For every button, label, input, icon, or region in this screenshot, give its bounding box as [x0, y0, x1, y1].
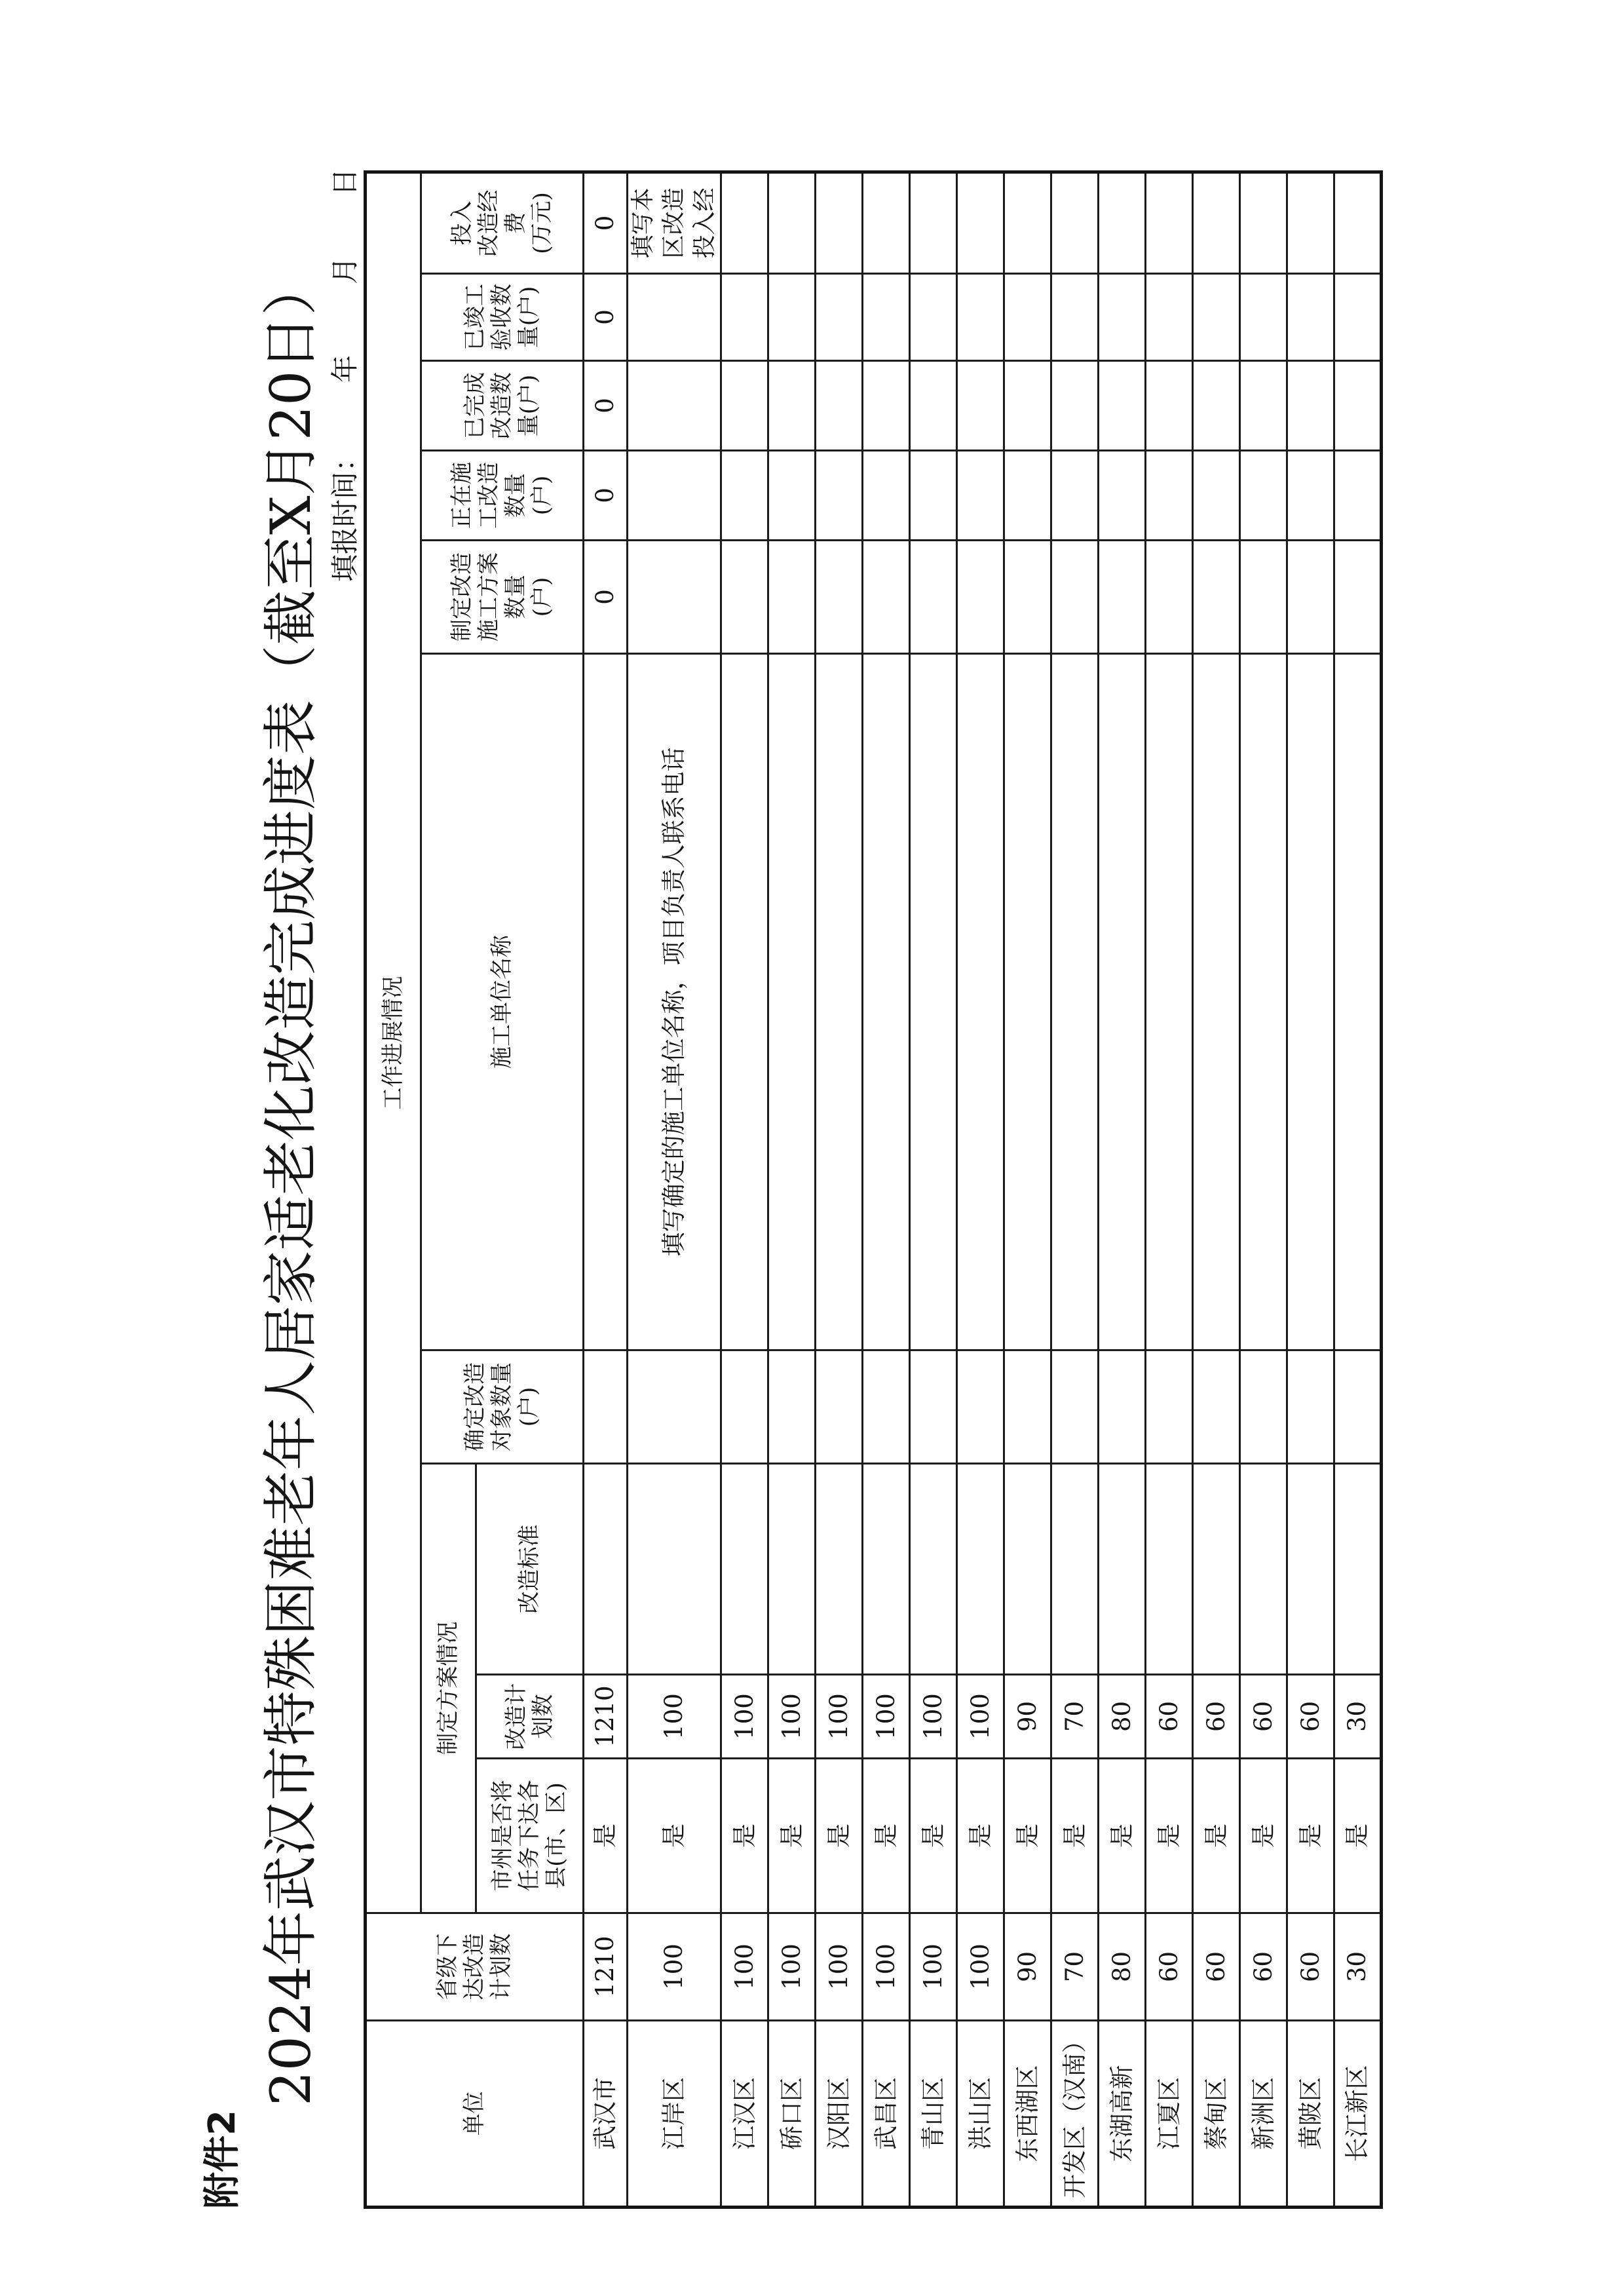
cell-dispatched: 是	[1099, 1759, 1146, 1913]
cell-in-progress	[628, 451, 721, 541]
cell-in-progress	[1099, 451, 1146, 541]
table-row	[584, 172, 628, 2207]
attachment-label: 附件2	[201, 2110, 244, 2209]
cell-funding	[628, 172, 721, 273]
cell-in-progress	[816, 451, 863, 541]
header-line: 已竣工	[462, 284, 489, 351]
cell-funding	[768, 172, 816, 273]
cell-provincial-plan: 30	[1334, 1913, 1382, 2021]
header-line: 达改造	[461, 1933, 488, 2000]
header-line: 确定改造	[462, 1362, 489, 1451]
cell-unit: 长江新区	[1334, 2021, 1382, 2208]
header-row	[421, 172, 476, 2207]
header-line: 验收数	[489, 284, 516, 351]
cell-scheme-count	[768, 541, 816, 654]
header-work-progress: 工作进展情况	[366, 172, 421, 1913]
cell-plan-count: 60	[1287, 1675, 1334, 1759]
cell-completed	[957, 361, 1004, 451]
cell-scheme-count	[721, 541, 768, 654]
cell-dispatched: 是	[1146, 1759, 1193, 1913]
cell-scheme-count	[1146, 541, 1193, 654]
table-row	[910, 172, 957, 2207]
cell-funding	[1193, 172, 1240, 273]
cell-dispatched: 是	[816, 1759, 863, 1913]
cell-contractor	[584, 654, 628, 1350]
header-provincial-plan	[366, 1913, 584, 2021]
header-contractor: 施工单位名称	[421, 654, 584, 1350]
cell-in-progress	[1193, 451, 1240, 541]
cell-accepted	[1287, 274, 1334, 361]
header-line: 改造数	[489, 372, 516, 439]
cell-contractor	[1334, 654, 1382, 1350]
cell-plan-count: 70	[1051, 1675, 1099, 1759]
header-line: (户)	[529, 475, 556, 516]
cell-funding	[1004, 172, 1051, 273]
header-line: 制定改造	[448, 552, 475, 641]
cell-in-progress	[1287, 451, 1334, 541]
header-plan-status: 制定方案情况	[421, 1464, 476, 1913]
header-line: (户)	[515, 1387, 542, 1427]
cell-scheme-count	[863, 541, 910, 654]
cell-completed	[910, 361, 957, 451]
cell-plan-count: 100	[910, 1675, 957, 1759]
cell-funding	[957, 172, 1004, 273]
cell-dispatched: 是	[1334, 1759, 1382, 1913]
cell-in-progress	[863, 451, 910, 541]
cell-completed	[721, 361, 768, 451]
cell-unit: 青山区	[910, 2021, 957, 2208]
header-line: 改造经	[475, 189, 502, 257]
header-unit: 单位	[366, 2021, 584, 2208]
cell-provincial-plan: 100	[816, 1913, 863, 2021]
cell-accepted	[816, 274, 863, 361]
cell-completed	[1193, 361, 1240, 451]
cell-completed: 0	[584, 361, 628, 451]
cell-target-count	[816, 1350, 863, 1464]
header-accepted	[421, 274, 584, 361]
cell-unit: 蔡甸区	[1193, 2021, 1240, 2208]
cell-scheme-count	[816, 541, 863, 654]
header-line: 已完成	[462, 372, 489, 439]
cell-provincial-plan: 60	[1287, 1913, 1334, 2021]
cell-scheme-count: 0	[584, 541, 628, 654]
cell-standard	[1334, 1464, 1382, 1675]
header-line: 省级下	[434, 1933, 461, 2000]
cell-plan-count: 1210	[584, 1675, 628, 1759]
cell-unit: 洪山区	[957, 2021, 1004, 2208]
cell-accepted	[957, 274, 1004, 361]
table-row	[1004, 172, 1051, 2207]
cell-completed	[1099, 361, 1146, 451]
cell-scheme-count	[1240, 541, 1287, 654]
header-line: 施工方案	[475, 552, 502, 641]
cell-completed	[1146, 361, 1193, 451]
cell-provincial-plan: 60	[1240, 1913, 1287, 2021]
cell-completed	[1334, 361, 1382, 451]
header-scheme-count	[421, 541, 584, 654]
cell-target-count	[1099, 1350, 1146, 1464]
table-row	[1193, 172, 1240, 2207]
cell-funding	[863, 172, 910, 273]
table-row	[1240, 172, 1287, 2207]
header-line: 费	[502, 212, 529, 235]
header-target-count	[421, 1350, 584, 1464]
cell-unit: 东湖高新	[1099, 2021, 1146, 2208]
header-in-progress	[421, 451, 584, 541]
cell-scheme-count	[628, 541, 721, 654]
cell-contractor	[768, 654, 816, 1350]
header-line: 投入	[448, 201, 475, 246]
cell-funding	[1334, 172, 1382, 273]
progress-table	[364, 170, 1383, 2209]
cell-accepted	[1240, 274, 1287, 361]
cell-accepted	[721, 274, 768, 361]
header-line: 市州是否将	[489, 1780, 516, 1892]
cell-plan-count: 60	[1240, 1675, 1287, 1759]
cell-unit: 汉阳区	[816, 2021, 863, 2208]
cell-standard	[584, 1464, 628, 1675]
cell-scheme-count	[1099, 541, 1146, 654]
cell-provincial-plan: 100	[957, 1913, 1004, 2021]
cell-unit: 江夏区	[1146, 2021, 1193, 2208]
cell-contractor	[1099, 654, 1146, 1350]
cell-provincial-plan: 100	[863, 1913, 910, 2021]
cell-provincial-plan: 60	[1193, 1913, 1240, 2021]
cell-accepted: 0	[584, 274, 628, 361]
cell-standard	[816, 1464, 863, 1675]
cell-standard	[1193, 1464, 1240, 1675]
cell-funding	[721, 172, 768, 273]
header-line: 数量	[502, 473, 529, 518]
cell-dispatched: 是	[1193, 1759, 1240, 1913]
cell-plan-count: 100	[768, 1675, 816, 1759]
table-row	[768, 172, 816, 2207]
header-line: 计划数	[487, 1933, 514, 2000]
cell-plan-count: 60	[1146, 1675, 1193, 1759]
cell-accepted	[628, 274, 721, 361]
table-row	[816, 172, 863, 2207]
cell-unit: 黄陂区	[1287, 2021, 1334, 2208]
cell-contractor	[721, 654, 768, 1350]
header-line: 对象数量	[489, 1362, 516, 1451]
cell-target-count	[721, 1350, 768, 1464]
cell-funding	[1051, 172, 1099, 273]
cell-accepted	[1146, 274, 1193, 361]
cell-funding	[1146, 172, 1193, 273]
cell-in-progress	[721, 451, 768, 541]
cell-target-count	[1146, 1350, 1193, 1464]
header-line: (万元)	[529, 192, 556, 254]
cell-target-count	[768, 1350, 816, 1464]
cell-in-progress	[910, 451, 957, 541]
header-dispatched	[476, 1759, 584, 1913]
cell-provincial-plan: 70	[1051, 1913, 1099, 2021]
cell-dispatched: 是	[1240, 1759, 1287, 1913]
cell-unit: 东西湖区	[1004, 2021, 1051, 2208]
cell-in-progress	[1004, 451, 1051, 541]
cell-completed	[1240, 361, 1287, 451]
cell-standard	[1004, 1464, 1051, 1675]
header-standard: 改造标准	[476, 1464, 584, 1675]
cell-dispatched: 是	[1004, 1759, 1051, 1913]
cell-accepted	[1099, 274, 1146, 361]
cell-target-count	[1051, 1350, 1099, 1464]
cell-contractor	[1287, 654, 1334, 1350]
report-time-year: 年	[329, 354, 361, 383]
cell-completed	[628, 361, 721, 451]
cell-scheme-count	[1051, 541, 1099, 654]
cell-unit: 开发区（汉南）	[1051, 2021, 1099, 2208]
cell-funding	[816, 172, 863, 273]
cell-in-progress	[768, 451, 816, 541]
cell-scheme-count	[1004, 541, 1051, 654]
cell-unit: 武昌区	[863, 2021, 910, 2208]
cell-target-count	[628, 1350, 721, 1464]
cell-provincial-plan: 100	[721, 1913, 768, 2021]
header-line: 改造计	[502, 1683, 529, 1750]
cell-funding	[1099, 172, 1146, 273]
cell-accepted	[863, 274, 910, 361]
cell-standard	[628, 1464, 721, 1675]
cell-contractor	[957, 654, 1004, 1350]
cell-accepted	[1051, 274, 1099, 361]
cell-plan-count: 100	[957, 1675, 1004, 1759]
header-line: (户)	[529, 577, 556, 617]
header-plan-count	[476, 1675, 584, 1759]
cell-standard	[1287, 1464, 1334, 1675]
cell-plan-count: 30	[1334, 1675, 1382, 1759]
cell-in-progress	[1334, 451, 1382, 541]
table-row	[1146, 172, 1193, 2207]
cell-in-progress	[1146, 451, 1193, 541]
cell-completed	[1051, 361, 1099, 451]
header-line: 任务下达各	[516, 1780, 543, 1892]
cell-provincial-plan: 100	[910, 1913, 957, 2021]
cell-in-progress	[957, 451, 1004, 541]
cell-contractor	[1193, 654, 1240, 1350]
cell-scheme-count	[957, 541, 1004, 654]
cell-provincial-plan: 100	[768, 1913, 816, 2021]
cell-in-progress: 0	[584, 451, 628, 541]
table-row	[957, 172, 1004, 2207]
cell-target-count	[1240, 1350, 1287, 1464]
cell-contractor	[1146, 654, 1193, 1350]
cell-target-count	[1287, 1350, 1334, 1464]
cell-scheme-count	[1287, 541, 1334, 654]
cell-target-count	[1004, 1350, 1051, 1464]
cell-dispatched: 是	[910, 1759, 957, 1913]
header-line: 量(户)	[515, 374, 542, 437]
cell-standard	[768, 1464, 816, 1675]
cell-completed	[768, 361, 816, 451]
cell-completed	[863, 361, 910, 451]
cell-dispatched: 是	[768, 1759, 816, 1913]
cell-scheme-count	[1334, 541, 1382, 654]
cell-unit: 江汉区	[721, 2021, 768, 2208]
cell-dispatched: 是	[1287, 1759, 1334, 1913]
report-time-label: 填报时间：	[329, 444, 361, 582]
header-line: 县(市、区)	[542, 1782, 569, 1889]
cell-in-progress	[1051, 451, 1099, 541]
header-row	[366, 172, 421, 2207]
header-line: 正在施	[448, 462, 475, 529]
header-completed	[421, 361, 584, 451]
cell-completed	[816, 361, 863, 451]
table-row	[1287, 172, 1334, 2207]
cell-scheme-count	[1193, 541, 1240, 654]
cell-target-count	[910, 1350, 957, 1464]
cell-plan-count: 60	[1193, 1675, 1240, 1759]
cell-target-count	[584, 1350, 628, 1464]
cell-standard	[1146, 1464, 1193, 1675]
cell-dispatched: 是	[863, 1759, 910, 1913]
header-line: 数量	[502, 575, 529, 619]
cell-funding: 0	[584, 172, 628, 273]
cell-standard	[1099, 1464, 1146, 1675]
cell-contractor	[863, 654, 910, 1350]
cell-provincial-plan: 80	[1099, 1913, 1146, 2021]
cell-funding	[1287, 172, 1334, 273]
cell-standard	[721, 1464, 768, 1675]
report-time-day: 日	[329, 168, 361, 196]
report-time-month: 月	[329, 256, 361, 284]
cell-unit: 武汉市	[584, 2021, 628, 2208]
cell-contractor	[816, 654, 863, 1350]
cell-accepted	[1004, 274, 1051, 361]
header-line: 量(户)	[515, 286, 542, 349]
cell-contractor	[1240, 654, 1287, 1350]
cell-standard	[957, 1464, 1004, 1675]
cell-completed	[1004, 361, 1051, 451]
cell-unit: 硚口区	[768, 2021, 816, 2208]
cell-provincial-plan: 1210	[584, 1913, 628, 2021]
cell-target-count	[863, 1350, 910, 1464]
header-line: 划数	[529, 1694, 556, 1739]
cell-in-progress	[1240, 451, 1287, 541]
cell-provincial-plan: 90	[1004, 1913, 1051, 2021]
funding-note: 填写本区改造投入经	[630, 187, 718, 259]
cell-standard	[1051, 1464, 1099, 1675]
cell-unit: 江岸区	[628, 2021, 721, 2208]
cell-plan-count: 100	[816, 1675, 863, 1759]
document-title: 2024年武汉市特殊困难老年人居家适老化改造完成进度表（截至X月20日）	[259, 260, 323, 2106]
header-line: 工改造	[475, 462, 502, 529]
cell-target-count	[1334, 1350, 1382, 1464]
table-row	[1099, 172, 1146, 2207]
cell-standard	[1240, 1464, 1287, 1675]
cell-plan-count: 100	[863, 1675, 910, 1759]
cell-accepted	[768, 274, 816, 361]
cell-accepted	[1193, 274, 1240, 361]
cell-dispatched: 是	[584, 1759, 628, 1913]
cell-plan-count: 80	[1099, 1675, 1146, 1759]
cell-provincial-plan: 100	[628, 1913, 721, 2021]
table-row	[863, 172, 910, 2207]
cell-funding	[1240, 172, 1287, 273]
table-row	[721, 172, 768, 2207]
cell-dispatched: 是	[721, 1759, 768, 1913]
cell-completed	[1287, 361, 1334, 451]
table-row	[1334, 172, 1382, 2207]
cell-standard	[863, 1464, 910, 1675]
cell-contractor	[1004, 654, 1051, 1350]
cell-dispatched: 是	[957, 1759, 1004, 1913]
cell-standard	[910, 1464, 957, 1675]
cell-dispatched: 是	[628, 1759, 721, 1913]
cell-target-count	[1193, 1350, 1240, 1464]
cell-plan-count: 100	[721, 1675, 768, 1759]
table-row	[628, 172, 721, 2207]
cell-funding	[910, 172, 957, 273]
cell-contractor	[1051, 654, 1099, 1350]
cell-provincial-plan: 60	[1146, 1913, 1193, 2021]
cell-contractor: 填写确定的施工单位名称，项目负责人联系电话	[628, 654, 721, 1350]
cell-scheme-count	[910, 541, 957, 654]
cell-contractor	[910, 654, 957, 1350]
table-row	[1051, 172, 1099, 2207]
cell-target-count	[957, 1350, 1004, 1464]
cell-dispatched: 是	[1051, 1759, 1099, 1913]
cell-plan-count: 90	[1004, 1675, 1051, 1759]
header-funding	[421, 172, 584, 273]
cell-unit: 新洲区	[1240, 2021, 1287, 2208]
cell-accepted	[910, 274, 957, 361]
cell-plan-count: 100	[628, 1675, 721, 1759]
cell-accepted	[1334, 274, 1382, 361]
